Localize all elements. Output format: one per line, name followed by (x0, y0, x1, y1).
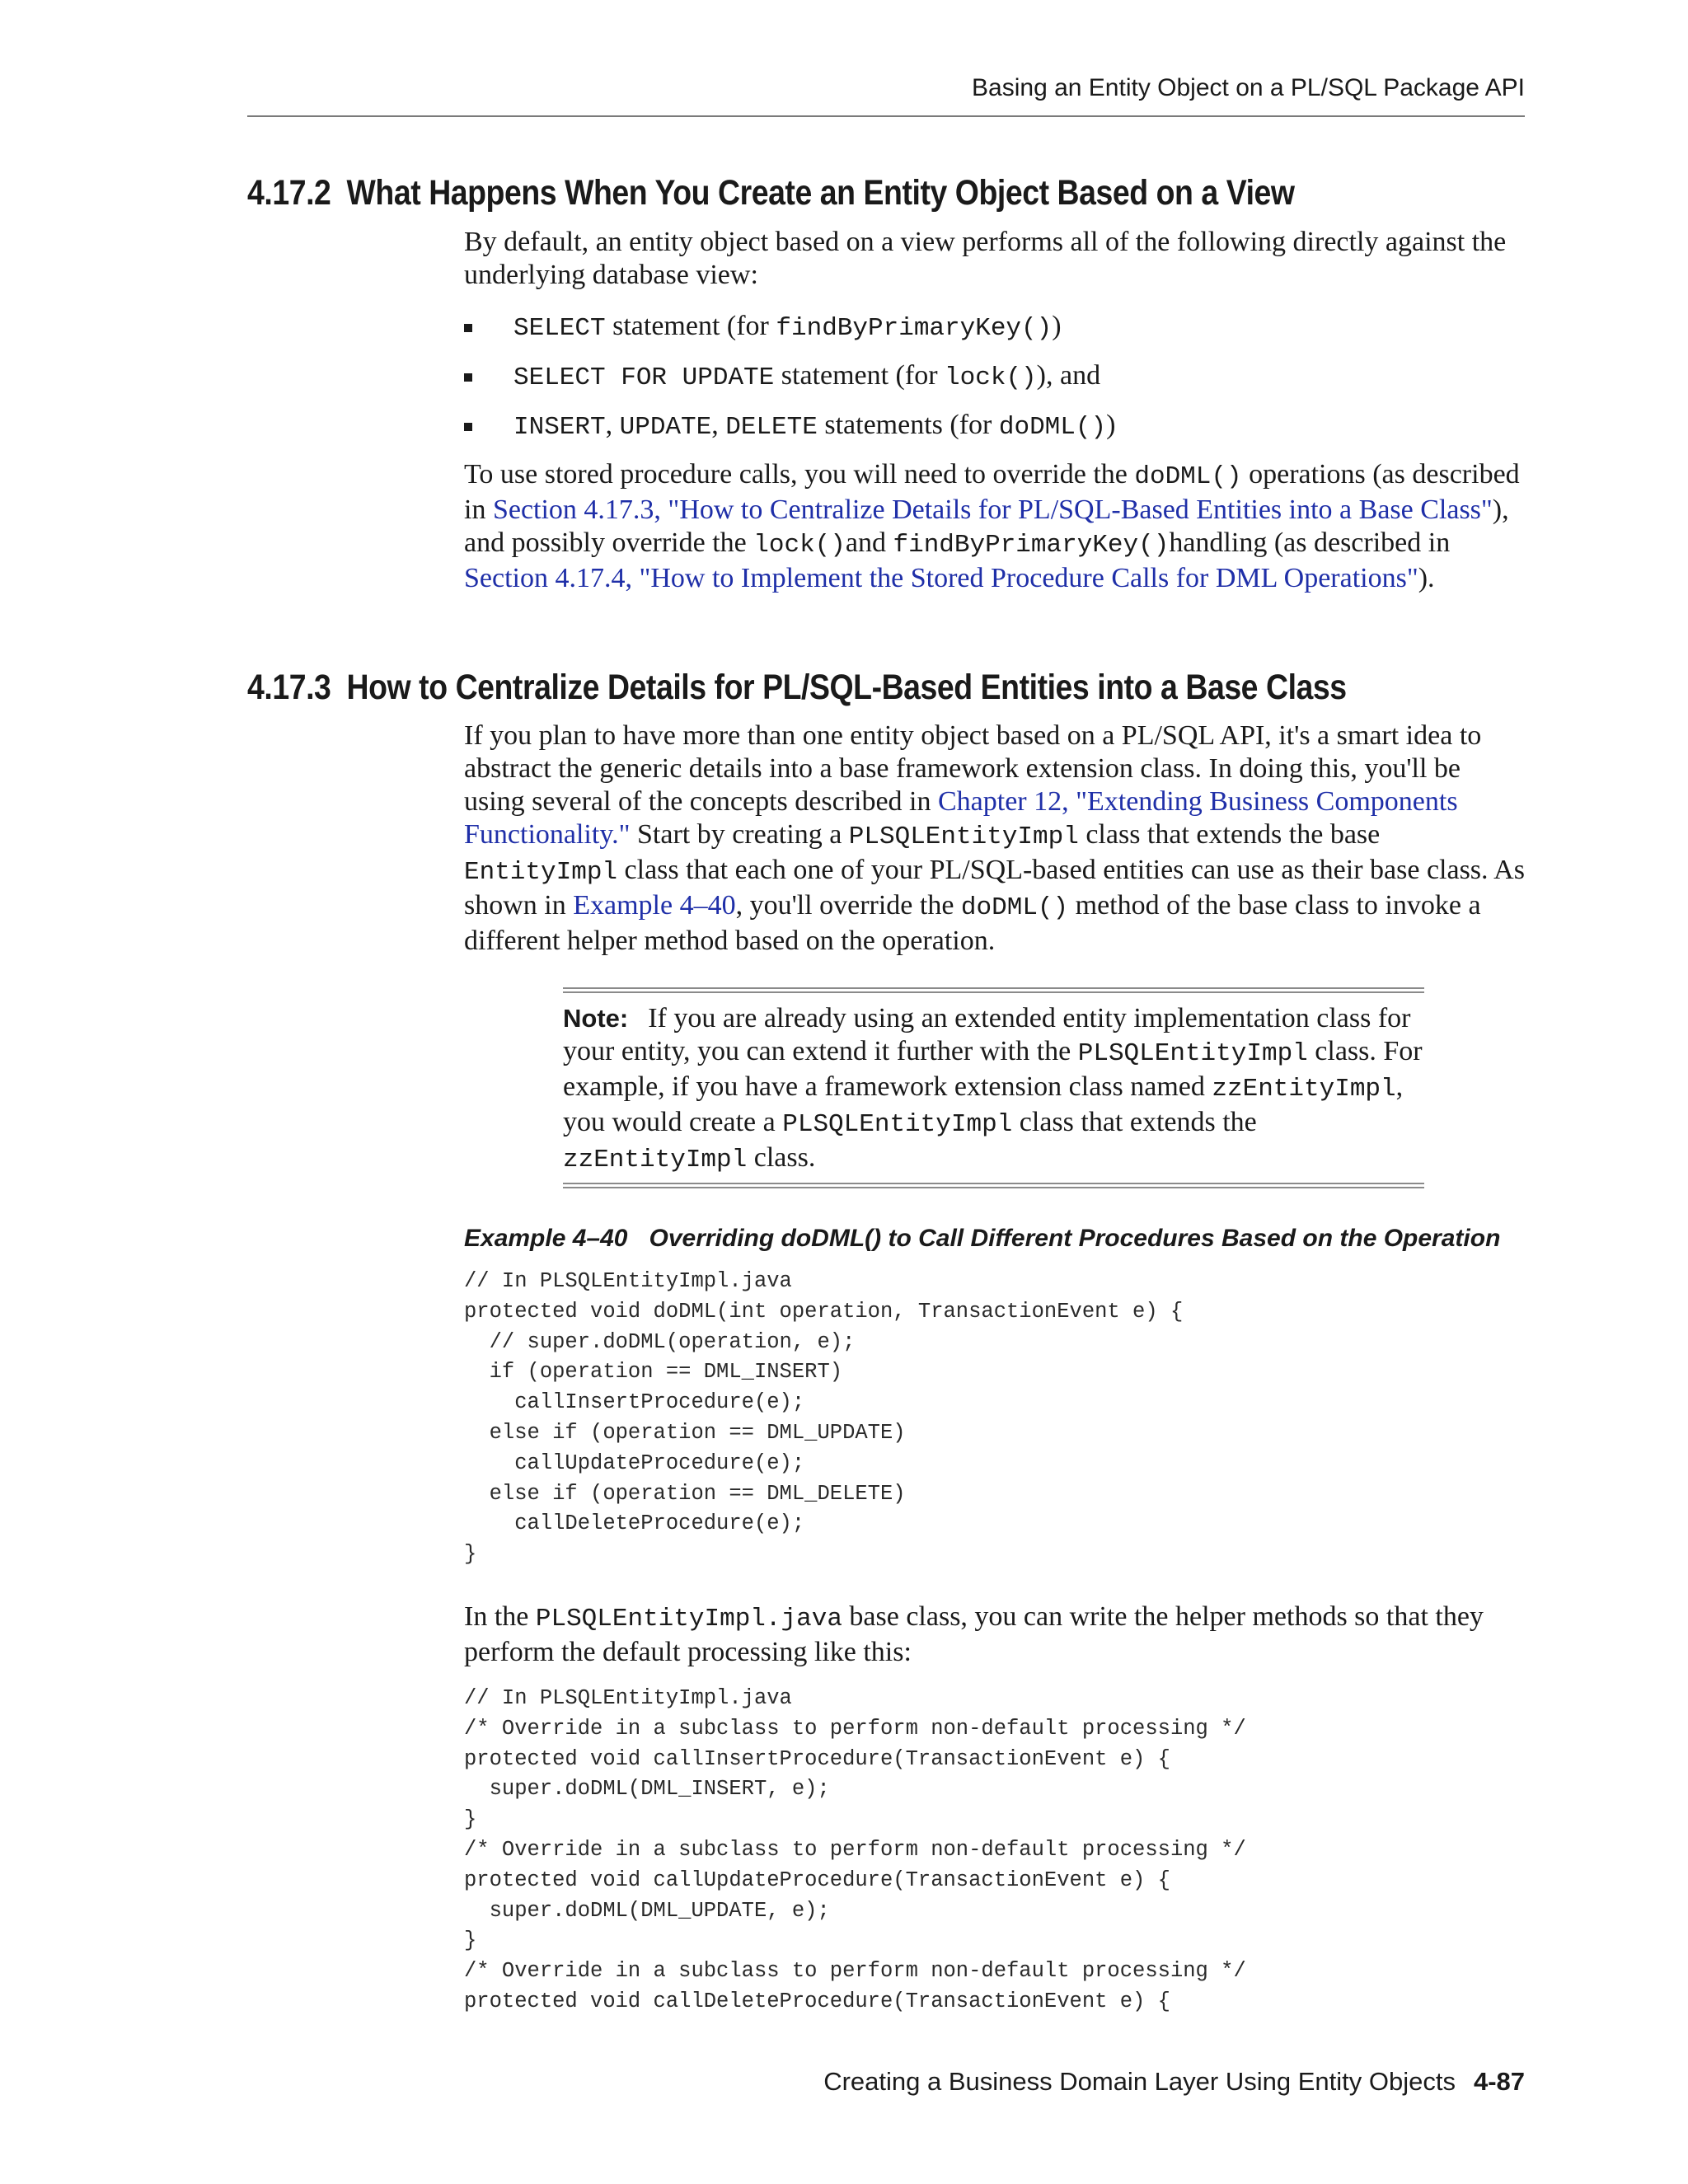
inline-code: lock() (945, 363, 1037, 392)
section-heading-4-17-3 (247, 668, 1347, 708)
note-label: Note: (563, 1004, 629, 1033)
note-top-rule (563, 987, 1424, 993)
text: and (845, 527, 893, 558)
inline-code: PLSQLEntityImpl.java (535, 1605, 842, 1633)
list-item-text: statements (for (817, 410, 999, 440)
inline-code: DELETE (725, 413, 818, 442)
list-item-text: ) (1106, 410, 1116, 440)
inline-code: doDML() (998, 413, 1107, 442)
list-item-text: ), and (1036, 360, 1101, 391)
inline-code: lock() (753, 531, 846, 560)
inline-code: findByPrimaryKey() (776, 314, 1053, 343)
inline-code: PLSQLEntityImpl (1077, 1039, 1308, 1068)
text: base class, you can write the helper methods so that they perform the default processing like this: (464, 1601, 1484, 1667)
inline-code: zzEntityImpl (563, 1146, 748, 1174)
text: class that extends the base (1078, 819, 1381, 850)
text: ). (1418, 563, 1435, 593)
text: class. (747, 1142, 816, 1173)
inline-code: doDML() (1134, 462, 1242, 491)
text: operations (as described in (464, 459, 1520, 525)
text: , you'll override the (735, 890, 961, 921)
text: To use stored procedure calls, you will need to override the (464, 459, 1135, 490)
cross-reference-link[interactable]: Example 4–40 (573, 890, 736, 921)
list-item-text: , (605, 410, 620, 440)
code-block-example-4-40: // In PLSQLEntityImpl.java protected void doDML(int operation, TransactionEvent e) { // super.doDML(operation, e); if (operation == DML_INSERT) callInsertProcedure(e); else if (operation == DML_UPDATE) callUpdateProcedure(e); else if (operation == DML_DELETE) callDeleteProcedure(e); } (464, 1269, 1184, 1567)
section-1-paragraph (464, 458, 1527, 595)
bullet-icon (464, 324, 472, 332)
inline-code: EntityImpl (464, 858, 618, 887)
example-caption (464, 1225, 1500, 1253)
section-title: How to Centralize Details for PL/SQL-Based Entities into a Base Class (346, 668, 1347, 707)
inline-code: doDML() (960, 893, 1069, 922)
list-item-text: statement (for (605, 311, 776, 341)
text: If you plan to have more than one entity object based on a PL/SQL API, it's a smart idea to abstract the generic details into a base framework extension class. In doing this, you'll be using several of the concepts described in (464, 720, 1482, 817)
inline-code: UPDATE (619, 413, 712, 442)
list-item (464, 359, 1527, 409)
bullet-icon (464, 423, 472, 431)
text: handling (as described in (1169, 527, 1451, 558)
text: Start by creating a (630, 819, 849, 850)
example-title: Overriding doDML() to Call Different Procedures Based on the Operation (649, 1225, 1501, 1252)
text: ), and possibly override the (464, 494, 1509, 558)
inline-code: PLSQLEntityImpl (782, 1110, 1013, 1139)
bullet-list (464, 310, 1527, 458)
page-footer (247, 2067, 1525, 2097)
code-block-helper-methods: // In PLSQLEntityImpl.java /* Override in a subclass to perform non-default processing */ protected void callInsertProcedure(TransactionEvent e) { super.doDML(DML_INSERT, e); } /* Override in a subclass to perform non-default processing */ protected void callUpdateProcedure(TransactionEvent e) { super.doDML(DML_UPDATE, e); } /* Override in a subclass to perform non-default processing */ protected void callDeleteProcedure(TransactionEvent e) { (464, 1686, 1246, 2013)
footer-book-title: Creating a Business Domain Layer Using Entity Objects (823, 2067, 1456, 2096)
note-box (563, 1002, 1424, 1177)
header-rule (247, 115, 1525, 117)
list-item (464, 409, 1527, 458)
section-number: 4.17.2 (247, 173, 331, 213)
list-item-text: , (711, 410, 726, 440)
text: , you would create a (563, 1071, 1404, 1137)
section-1-intro: By default, an entity object based on a view performs all of the following directly against the underlying database view: (464, 227, 1507, 290)
text: class that each one of your PL/SQL-based entities can use as their base class. As shown in (464, 855, 1525, 921)
list-item (464, 310, 1527, 359)
inline-code: SELECT FOR UPDATE (513, 363, 775, 392)
section-heading-4-17-2 (247, 173, 1295, 213)
cross-reference-link[interactable]: Section 4.17.3, "How to Centralize Details for PL/SQL-Based Entities into a Base Class" (492, 494, 1493, 525)
text: In the (464, 1601, 536, 1632)
section-title: What Happens When You Create an Entity Object Based on a View (346, 173, 1295, 213)
running-header: Basing an Entity Object on a PL/SQL Package API (972, 74, 1525, 101)
inline-code: findByPrimaryKey() (893, 531, 1170, 560)
inline-code: zzEntityImpl (1212, 1075, 1396, 1104)
example-number: Example 4–40 (464, 1225, 628, 1252)
cross-reference-link[interactable]: Section 4.17.4, "How to Implement the Stored Procedure Calls for DML Operations" (464, 563, 1418, 593)
list-item-text: statement (for (774, 360, 945, 391)
page-number: 4-87 (1473, 2067, 1525, 2096)
inline-code: PLSQLEntityImpl (848, 823, 1079, 851)
text: class that extends the (1012, 1107, 1257, 1137)
inline-code: INSERT (513, 413, 606, 442)
inline-code: SELECT (513, 314, 606, 343)
cross-reference-link[interactable]: Chapter 12, "Extending Business Components Functionality." (464, 786, 1458, 850)
note-bottom-rule (563, 1183, 1424, 1188)
text: class. For example, if you have a framework extension class named (563, 1036, 1423, 1102)
list-item-text: ) (1052, 311, 1062, 341)
text: If you are already using an extended entity implementation class for your entity, you can extend it further with the (563, 1003, 1411, 1066)
text: method of the base class to invoke a different helper method based on the operation. (464, 890, 1481, 956)
bullet-icon (464, 373, 472, 382)
section-number: 4.17.3 (247, 668, 331, 707)
section-2-paragraph (464, 719, 1527, 958)
section-2-paragraph-2 (464, 1601, 1527, 1669)
